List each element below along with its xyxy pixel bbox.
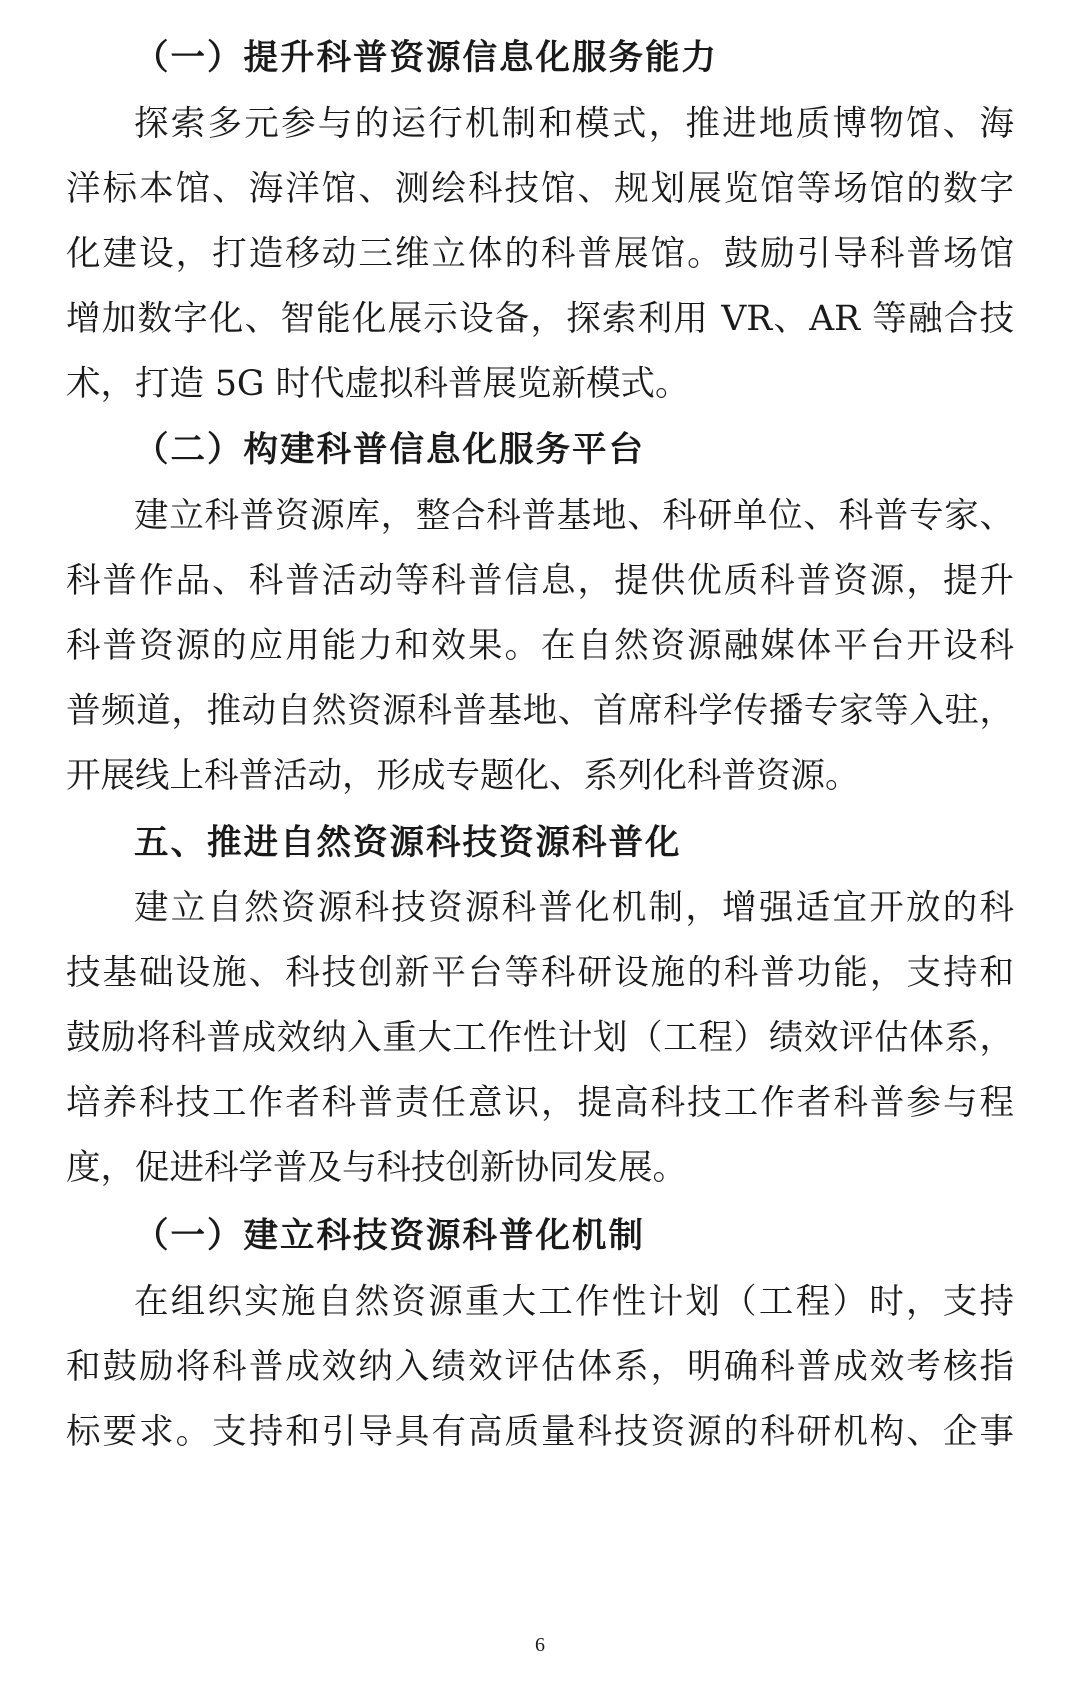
- paragraph-line: 培养科技工作者科普责任意识，提高科技工作者科普参与程: [66, 1083, 1014, 1123]
- section-heading: （一）建立科技资源科普化机制: [134, 1216, 645, 1256]
- paragraph-line: 术，打造 5G 时代虚拟科普展览新模式。: [66, 364, 690, 404]
- paragraph-line: 标要求。支持和引导具有高质量科技资源的科研机构、企事: [66, 1412, 1014, 1452]
- paragraph-line: 增加数字化、智能化展示设备，探索利用 VR、AR 等融合技: [66, 299, 1014, 339]
- paragraph-line: 科普资源的应用能力和效果。在自然资源融媒体平台开设科: [66, 626, 1014, 666]
- page-number: 6: [535, 1634, 545, 1656]
- paragraph-line: 科普作品、科普活动等科普信息，提供优质科普资源，提升: [66, 561, 1014, 601]
- paragraph-line: 化建设，打造移动三维立体的科普展馆。鼓励引导科普场馆: [66, 234, 1014, 274]
- section-heading: （一）提升科普资源信息化服务能力: [134, 38, 718, 78]
- paragraph-line: 建立自然资源科技资源科普化机制，增强适宜开放的科: [134, 888, 1014, 928]
- paragraph-line: 技基础设施、科技创新平台等科研设施的科普功能，支持和: [66, 953, 1014, 993]
- paragraph-line: 度，促进科学普及与科技创新协同发展。: [66, 1148, 687, 1188]
- paragraph-line: 和鼓励将科普成效纳入绩效评估体系，明确科普成效考核指: [66, 1347, 1014, 1387]
- paragraph-line: 开展线上科普活动，形成专题化、系列化科普资源。: [66, 756, 860, 796]
- section-heading: 五、推进自然资源科技资源科普化: [134, 823, 682, 863]
- section-heading: （二）构建科普信息化服务平台: [134, 430, 645, 470]
- paragraph-line: 探索多元参与的运行机制和模式，推进地质博物馆、海: [134, 104, 1014, 144]
- paragraph-line: 普频道，推动自然资源科普基地、首席科学传播专家等入驻，: [66, 691, 1014, 731]
- paragraph-line: 鼓励将科普成效纳入重大工作性计划（工程）绩效评估体系，: [66, 1018, 1014, 1058]
- paragraph-line: 洋标本馆、海洋馆、测绘科技馆、规划展览馆等场馆的数字: [66, 169, 1014, 209]
- paragraph-line: 在组织实施自然资源重大工作性计划（工程）时，支持: [134, 1282, 1014, 1322]
- paragraph-line: 建立科普资源库，整合科普基地、科研单位、科普专家、: [134, 496, 1014, 536]
